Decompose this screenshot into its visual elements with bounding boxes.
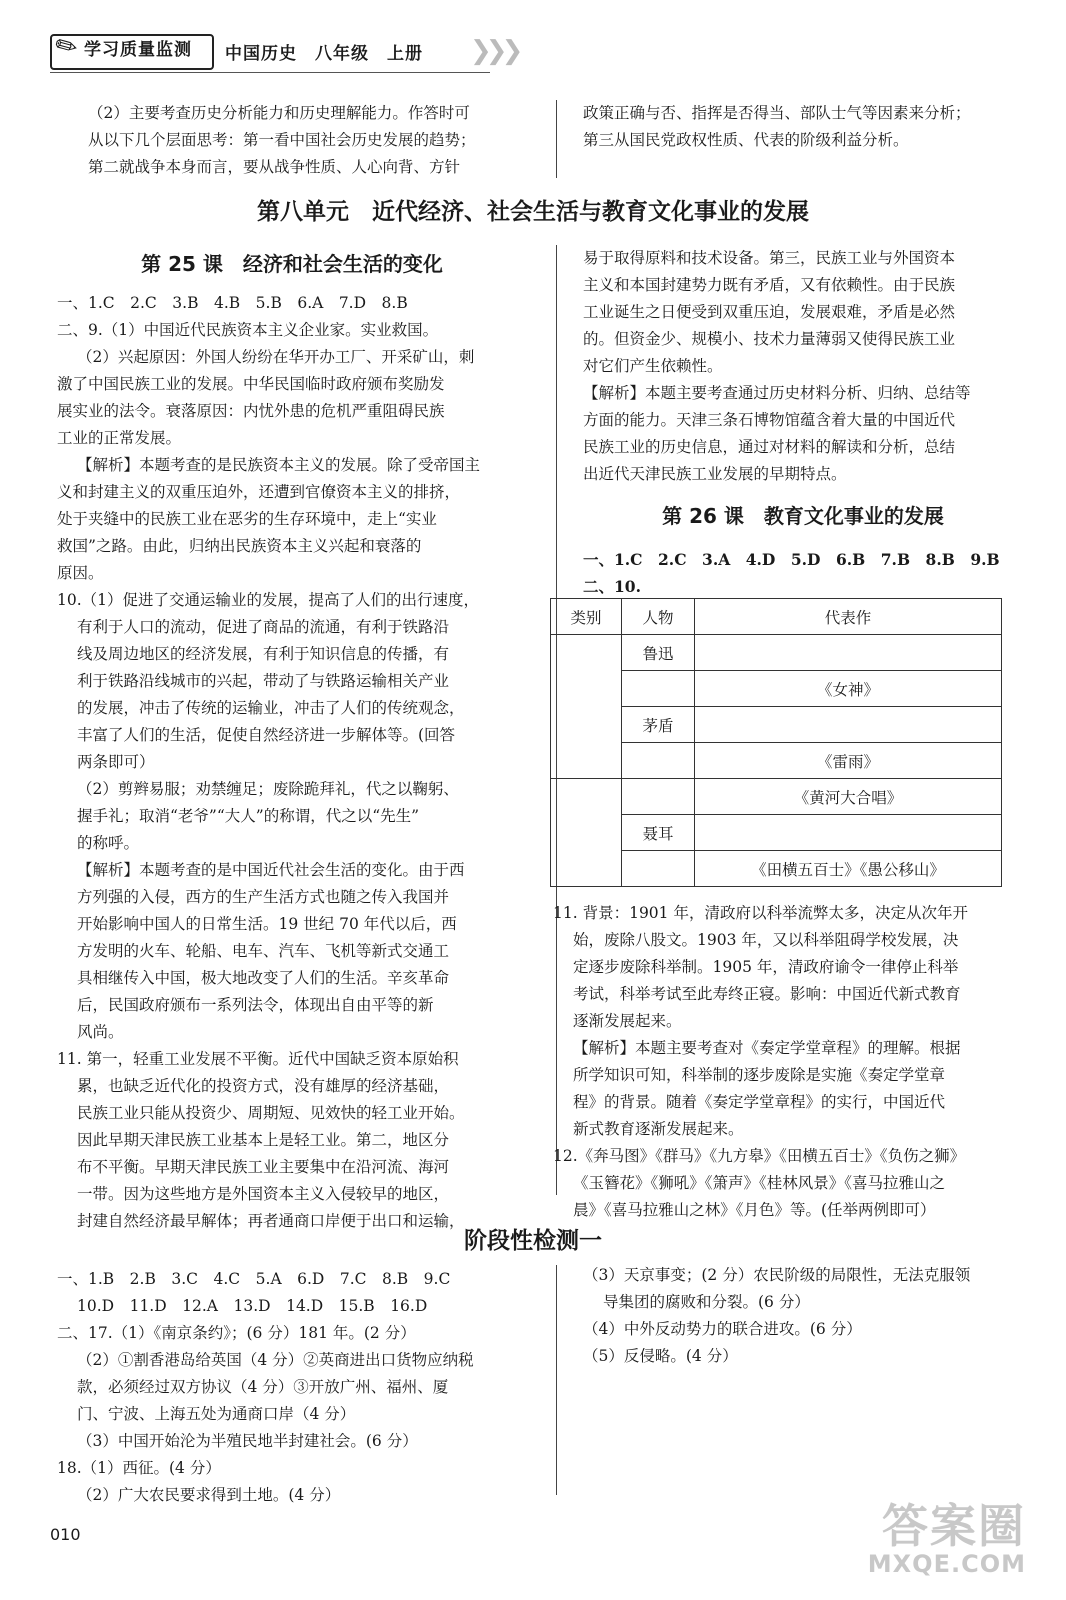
subject-title: 中国历史 八年级 上册 — [225, 44, 423, 64]
text-line: 18.（1）西征。(4 分） — [57, 1459, 221, 1477]
text-line: 义和封建主义的双重压迫外，还遭到官僚资本主义的排挤， — [57, 483, 461, 501]
text-line: 10.D 11.D 12.A 13.D 14.D 15.B 16.D — [77, 1297, 428, 1315]
top-left-text: （2）主要考查历史分析能力和历史理解能力。作答时可 从以下几个层面思考：第一看中国社会历史发展的趋势； 第二就战争本身而言，要从战争性质、人心向背、方针 — [88, 104, 476, 176]
text-line: 11. 第一，轻重工业发展不平衡。近代中国缺乏资本原始积 — [57, 1050, 459, 1068]
table-cell-work: 《雷雨》 — [695, 743, 1002, 779]
table-cell-person: 鲁迅 — [622, 635, 695, 671]
lesson26-q10: 二、10. — [583, 577, 641, 596]
text-line: 展实业的法令。衰落原因：内忧外患的危机严重阻碍民族 — [57, 402, 445, 420]
lesson26-q11 — [553, 900, 1023, 1143]
header-divider — [50, 72, 490, 73]
text-line: 工业的正常发展。 — [57, 429, 182, 447]
table-cell-work: 《女神》 — [695, 671, 1002, 707]
lesson26-title: 第 26 课 教育文化事业的发展 — [662, 504, 944, 528]
text-line: 新式教育逐渐发展起来。 — [573, 1120, 744, 1138]
text-line: 出近代天津民族工业发展的早期特点。 — [583, 465, 847, 483]
text-line: 二、17.（1）《南京条约》；(6 分）181 年。(2 分） — [57, 1324, 416, 1342]
text-line: 风尚。 — [77, 1023, 124, 1041]
table-cell-person — [622, 779, 695, 815]
stage-left-answers — [57, 1266, 537, 1509]
text-line: 一、1.B 2.B 3.C 4.C 5.A 6.D 7.C 8.B 9.C — [57, 1270, 451, 1288]
lesson25-title: 第 25 课 经济和社会生活的变化 — [141, 252, 443, 276]
table-header-cell: 人物 — [622, 599, 695, 635]
text-line: 有利于人口的流动，促进了商品的流通，有利于铁路沿 — [77, 618, 450, 636]
text-line: 一、1.C 2.C 3.B 4.B 5.B 6.A 7.D 8.B — [57, 294, 408, 312]
text-line: 《玉簪花》《狮吼》《箫声》《桂林风景》《喜马拉雅山之 — [573, 1174, 946, 1192]
lesson26-q12 — [553, 1143, 1023, 1224]
text-line: 程》的背景。随着《奏定学堂章程》的实行，中国近代 — [573, 1093, 946, 1111]
table-cell-person — [622, 743, 695, 779]
table-row — [551, 635, 1002, 671]
text-line: 易于取得原料和技术设备。第三，民族工业与外国资本 — [583, 249, 956, 267]
text-line: 民族工业只能从投资少、周期短、见效快的轻工业开始。 — [77, 1104, 465, 1122]
table-cell-category — [551, 779, 622, 887]
text-line: 后，民国政府颁布一系列法令，体现出自由平等的新 — [77, 996, 434, 1014]
table-header-cell: 类别 — [551, 599, 622, 635]
text-line: 始，废除八股文。1903 年，又以科举阻碍学校发展，决 — [573, 931, 959, 949]
text-line: （2）剪辫易服；劝禁缠足；废除跪拜礼，代之以鞠躬、 — [77, 780, 459, 798]
text-line: 两条即可） — [77, 753, 155, 771]
text-line: 【解析】本题主要考查通过历史材料分析、归纳、总结等 — [583, 384, 971, 402]
text-line: 民族工业的历史信息，通过对材料的解读和分析，总结 — [583, 438, 956, 456]
text-line: 处于夹缝中的民族工业在恶劣的生存环境中，走上“实业 — [57, 510, 437, 528]
page-number: 010 — [50, 1525, 81, 1544]
table-cell-work: 《黄河大合唱》 — [695, 779, 1002, 815]
text-line: 握手礼；取消“老爷”“大人”的称谓，代之以“先生” — [77, 807, 420, 825]
text-line: 丰富了人们的生活，促使自然经济进一步解体等。(回答 — [77, 726, 456, 744]
table-cell-person: 聂耳 — [622, 815, 695, 851]
table-cell-person: 茅盾 — [622, 707, 695, 743]
text-line: （2）①割香港岛给英国（4 分）②英商进出口货物应纳税 — [77, 1351, 474, 1369]
top-right-text: 政策正确与否、指挥是否得当、部队士气等因素来分析； 第三从国民党政权性质、代表的阶级利益分析。 — [583, 104, 971, 149]
text-line: （2）兴起原因：外国人纷纷在华开办工厂、开采矿山，刺 — [77, 348, 475, 366]
watermark-title: 答案圈 — [882, 1499, 1026, 1553]
table-cell-person — [622, 851, 695, 887]
text-line: 利于铁路沿线城市的兴起，带动了与铁路运输相关产业 — [77, 672, 450, 690]
unit-title: 第八单元 近代经济、社会生活与教育文化事业的发展 — [257, 199, 809, 225]
text-line: 救国”之路。由此，归纳出民族资本主义兴起和衰落的 — [57, 537, 422, 555]
column-divider — [556, 100, 557, 178]
text-line: 所学知识可知，科举制的逐步废除是实施《奏定学堂章 — [573, 1066, 946, 1084]
text-line: 主义和本国封建势力既有矛盾，又有依赖性。由于民族 — [583, 276, 956, 294]
table-cell-work: 《田横五百士》《愚公移山》 — [695, 851, 1002, 887]
text-line: 激了中国民族工业的发展。中华民国临时政府颁布奖励发 — [57, 375, 445, 393]
text-line: 方发明的火车、轮船、电车、汽车、飞机等新式交通工 — [77, 942, 450, 960]
table-header-cell: 代表作 — [695, 599, 1002, 635]
text-line: 方列强的入侵，西方的生产生活方式也随之传入我国并 — [77, 888, 450, 906]
text-line: 布不平衡。早期天津民族工业主要集中在沿河流、海河 — [77, 1158, 450, 1176]
text-line: 11. 背景：1901 年，清政府以科举流弊太多，决定从次年开 — [553, 904, 968, 922]
lesson26-choice-answers: 一、1.C 2.C 3.A 4.D 5.D 6.B 7.B 8.B 9.B — [583, 550, 1000, 569]
text-line: 线及周边地区的经济发展，有利于知识信息的传播，有 — [77, 645, 450, 663]
text-line: 方面的能力。天津三条石博物馆蕴含着大量的中国近代 — [583, 411, 956, 429]
text-line: 的。但资金少、规模小、技术力量薄弱又使得民族工业 — [583, 330, 956, 348]
table-cell-work — [695, 815, 1002, 851]
text-line: 因此早期天津民族工业基本上是轻工业。第二，地区分 — [77, 1131, 450, 1149]
text-line: 原因。 — [57, 564, 104, 582]
works-table — [550, 598, 1002, 887]
watermark-url: MXQE.COM — [867, 1550, 1026, 1578]
text-line: 12.《奔马图》《群马》《九方皋》《田横五百士》《负伤之狮》 — [553, 1147, 966, 1165]
text-line: 封建自然经济最早解体；再者通商口岸便于出口和运输， — [77, 1212, 465, 1230]
text-line: 门、宁波、上海五处为通商口岸（4 分） — [77, 1405, 356, 1423]
page-header — [49, 28, 518, 76]
stage-test-title: 阶段性检测一 — [464, 1228, 602, 1254]
text-line: 开始影响中国人的日常生活。19 世纪 70 年代以后，西 — [77, 915, 457, 933]
table-cell-work — [695, 707, 1002, 743]
text-line: 对它们产生依赖性。 — [583, 357, 723, 375]
text-line: 一带。因为这些地方是外国资本主义入侵较早的地区， — [77, 1185, 450, 1203]
chevron-arrows-icon: ❯❯❯ — [470, 36, 518, 66]
text-line: 晨》《喜马拉雅山之林》《月色》等。(任举两例即可） — [573, 1201, 936, 1219]
pen-icon: ✎ — [49, 28, 84, 66]
text-line: 累，也缺乏近代化的投资方式，没有雄厚的经济基础， — [77, 1077, 450, 1095]
table-header-row — [551, 599, 1002, 635]
text-line: 款，必须经过双方协议（4 分）③开放广州、福州、厦 — [77, 1378, 449, 1396]
lesson25-continued — [583, 245, 1023, 488]
text-line: 【解析】本题考查的是民族资本主义的发展。除了受帝国主 — [77, 456, 481, 474]
watermark — [868, 1490, 1026, 1578]
column-divider — [556, 1265, 557, 1495]
text-line: 考试，科举考试至此寿终正寝。影响：中国近代新式教育 — [573, 985, 961, 1003]
text-line: 逐渐发展起来。 — [573, 1012, 682, 1030]
text-line: （2）广大农民要求得到土地。(4 分） — [77, 1486, 341, 1504]
stage-left-column — [57, 1266, 537, 1509]
table-row — [551, 779, 1002, 815]
stage-right-column: （3）天京事变；(2 分）农民阶级的局限性，无法克服领 导集团的腐败和分裂。(6 分） （4）中外反动势力的联合进攻。(6 分） （5）反侵略。(4 分） — [583, 1266, 971, 1365]
text-line: 【解析】本题考查的是中国近代社会生活的变化。由于西 — [77, 861, 465, 879]
right-column — [583, 245, 1023, 600]
table-cell-person — [622, 671, 695, 707]
lesson26-q11-q12 — [553, 900, 1023, 1224]
text-line: 工业诞生之日便受到双重压迫，发展艰难，矛盾是必然 — [583, 303, 956, 321]
text-line: （3）中国开始沦为半殖民地半封建社会。(6 分） — [77, 1432, 418, 1450]
table-cell-category — [551, 635, 622, 779]
lesson25-column — [57, 248, 527, 1235]
text-line: 定逐步废除科举制。1905 年，清政府谕令一律停止科举 — [573, 958, 959, 976]
text-line: 二、9.（1）中国近代民族资本主义企业家。实业救国。 — [57, 321, 439, 339]
lesson25-answers — [57, 290, 527, 1235]
text-line: 10.（1）促进了交通运输业的发展，提高了人们的出行速度， — [57, 591, 480, 609]
text-line: 具相继传入中国，极大地改变了人们的生活。辛亥革命 — [77, 969, 450, 987]
text-line: 【解析】本题主要考查对《奏定学堂章程》的理解。根据 — [573, 1039, 961, 1057]
series-title: 学习质量监测 — [84, 40, 192, 60]
text-line: 的称呼。 — [77, 834, 140, 852]
text-line: 的发展，冲击了传统的运输业，冲击了人们的传统观念， — [77, 699, 465, 717]
table-cell-work — [695, 635, 1002, 671]
